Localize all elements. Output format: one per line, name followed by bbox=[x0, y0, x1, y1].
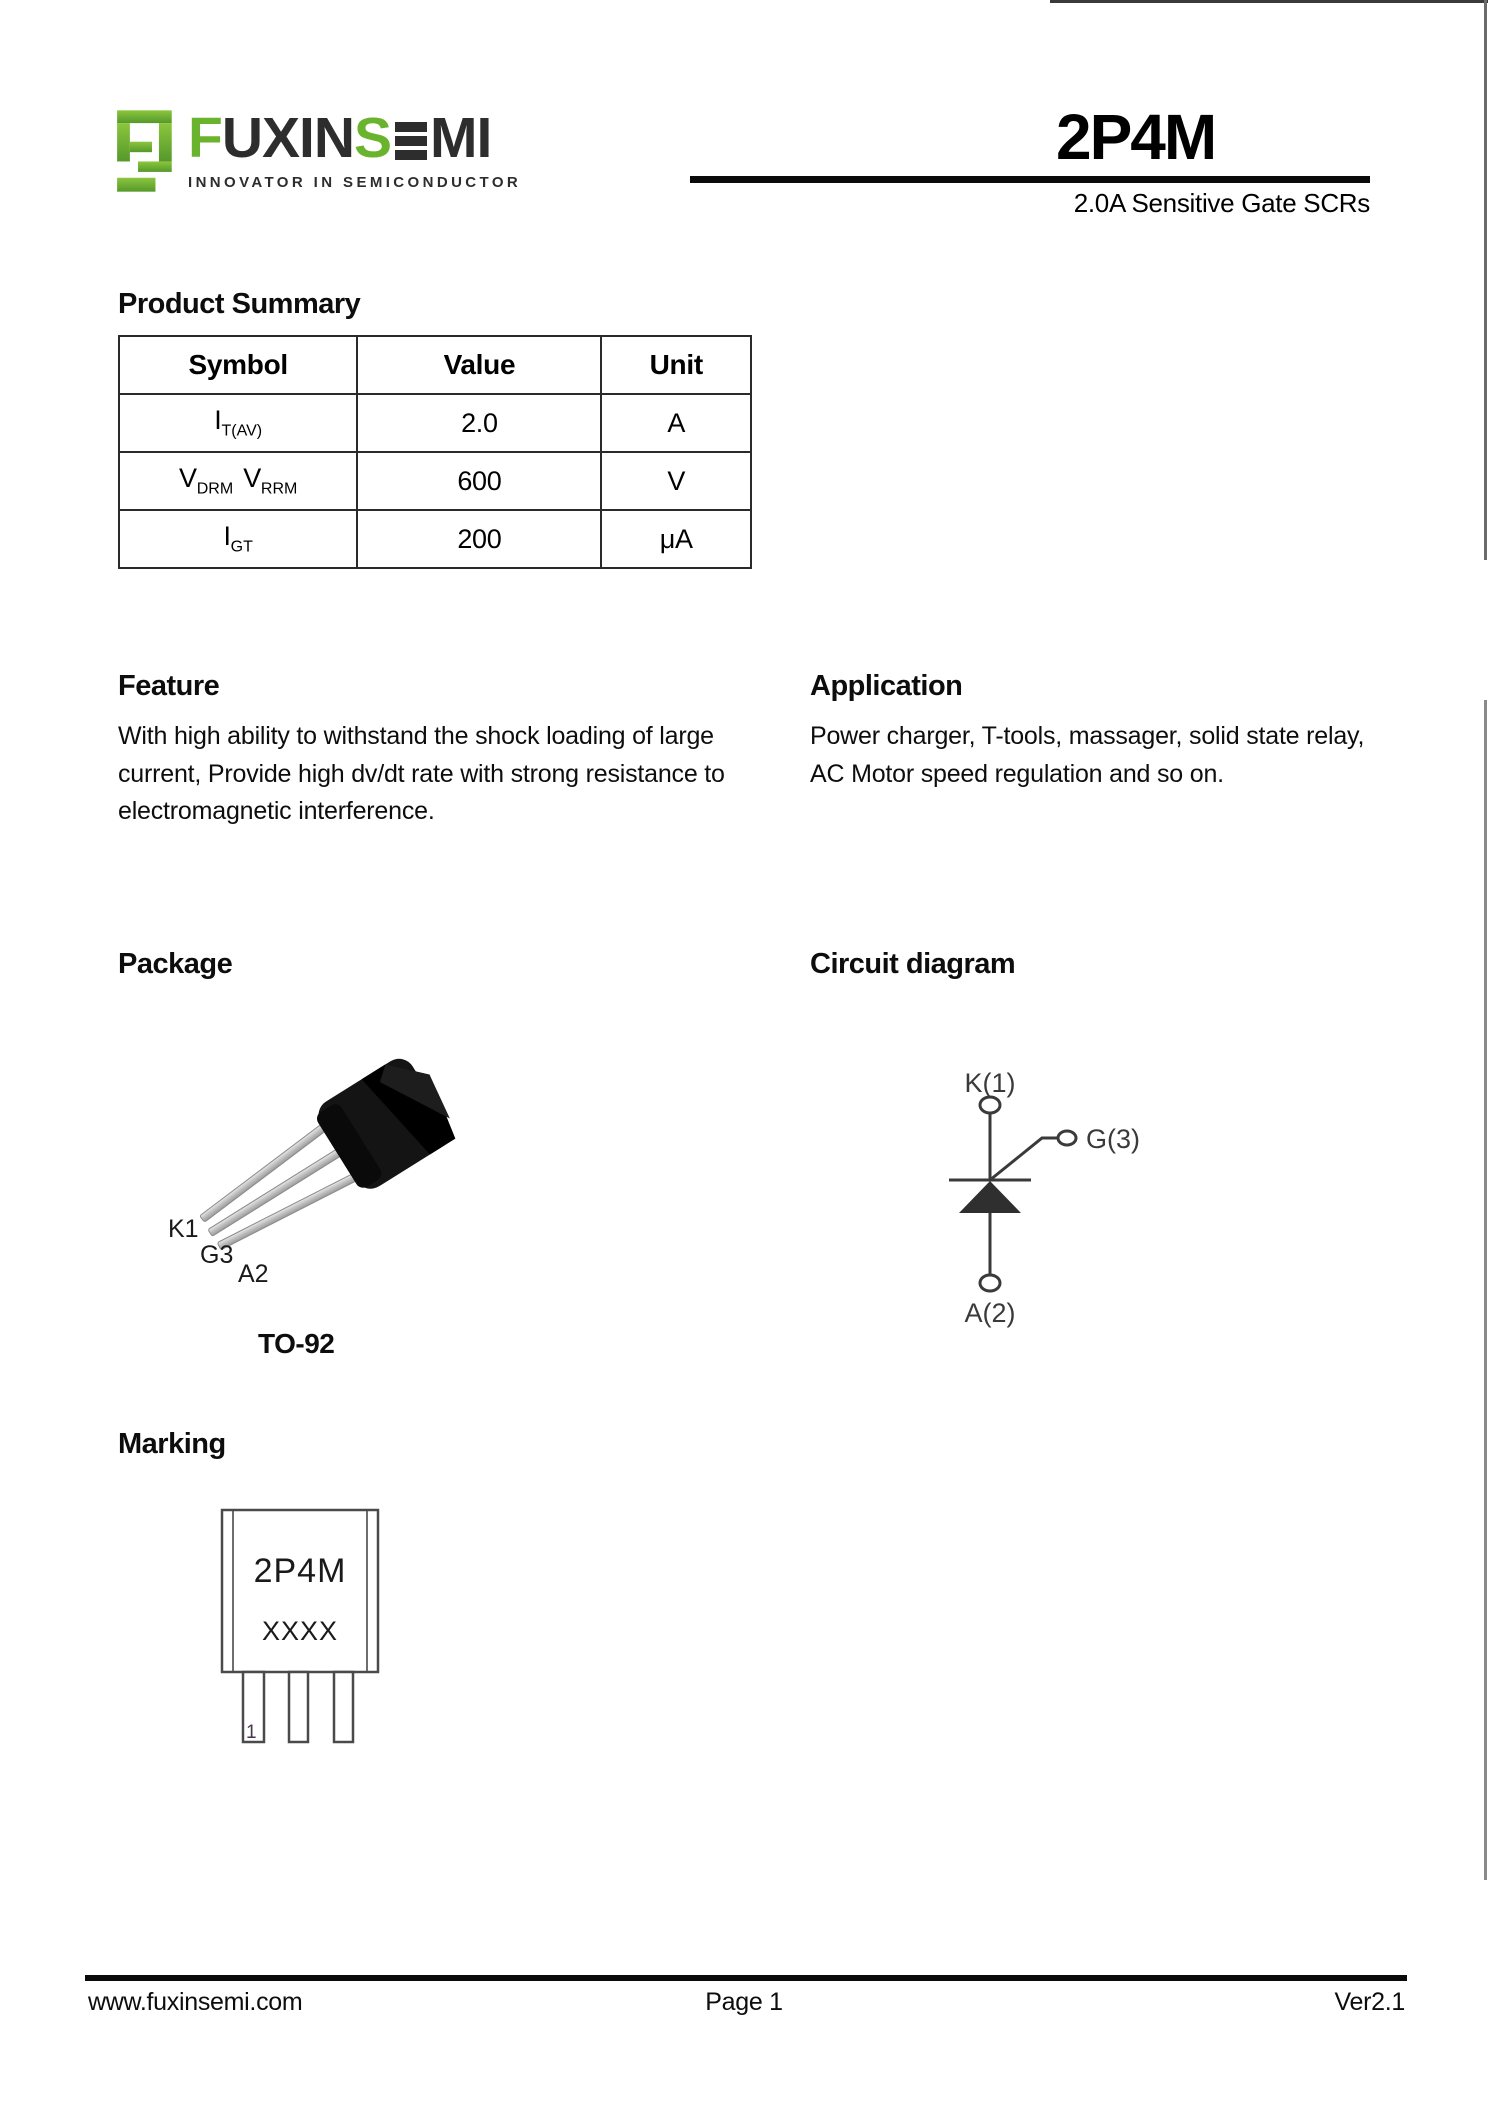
marking-lot-code: XXXX bbox=[261, 1616, 339, 1646]
gate-terminal bbox=[1058, 1131, 1076, 1145]
symbol-base: I bbox=[214, 405, 222, 436]
symbol-subscript: GT bbox=[230, 538, 253, 556]
stylized-e-icon bbox=[393, 118, 429, 162]
feature-text: With high ability to withstand the shock loading of large current, Provide high dv/dt rate with strong resistance to electromagnetic interference. bbox=[118, 722, 732, 825]
company-logo bbox=[112, 108, 521, 194]
scr-triangle bbox=[959, 1181, 1021, 1213]
application-heading: Application bbox=[810, 670, 963, 702]
footer-website[interactable]: www.fuxinsemi.com bbox=[88, 1988, 303, 2016]
circuit-pin-a-label: A(2) bbox=[964, 1298, 1016, 1328]
symbol-cell bbox=[119, 510, 357, 568]
part-number-title: 2P4M bbox=[1056, 101, 1216, 173]
cathode-terminal bbox=[980, 1097, 1000, 1113]
part-subtitle: 2.0A Sensitive Gate SCRs bbox=[1073, 188, 1370, 218]
circuit-diagram-heading: Circuit diagram bbox=[810, 948, 1016, 980]
scr-circuit-diagram bbox=[880, 1050, 1210, 1340]
application-text: Power charger, T-tools, massager, solid state relay, AC Motor speed regulation and so on. bbox=[810, 722, 1384, 788]
unit-cell: V bbox=[601, 452, 751, 510]
marking-part-number: 2P4M bbox=[253, 1552, 347, 1590]
unit-cell: A bbox=[601, 394, 751, 452]
circuit-pin-k-label: K(1) bbox=[964, 1068, 1016, 1098]
wordmark-s: S bbox=[354, 106, 392, 170]
marking-pin1-label: 1 bbox=[246, 1722, 257, 1743]
footer-version: Ver2.1 bbox=[1334, 1988, 1405, 2016]
symbol-subscript: DRM bbox=[196, 480, 234, 498]
footer-rule bbox=[85, 1975, 1407, 1981]
unit-cell: μA bbox=[601, 510, 751, 568]
package-body bbox=[311, 1047, 466, 1195]
table-header-row bbox=[119, 336, 751, 394]
symbol-base: V bbox=[179, 463, 197, 494]
table-row bbox=[119, 452, 751, 510]
product-summary-heading: Product Summary bbox=[118, 288, 361, 320]
wordmark-uxin: UXIN bbox=[221, 106, 355, 170]
fuxinsemi-logo-icon bbox=[112, 108, 178, 194]
table-row bbox=[119, 510, 751, 568]
col-header-value: Value bbox=[357, 336, 601, 394]
page-edge-right-lower bbox=[1484, 700, 1487, 1880]
to92-package-drawing bbox=[140, 1030, 490, 1320]
package-pin-k-label: K1 bbox=[168, 1215, 199, 1243]
page-edge-top bbox=[1050, 0, 1488, 3]
package-pin-a-label: A2 bbox=[238, 1260, 269, 1288]
value-cell: 2.0 bbox=[357, 394, 601, 452]
symbol-subscript: RRM bbox=[260, 480, 298, 498]
company-wordmark bbox=[188, 108, 521, 168]
header-rule bbox=[690, 176, 1370, 183]
value-cell: 200 bbox=[357, 510, 601, 568]
circuit-pin-g-label: G(3) bbox=[1086, 1124, 1140, 1154]
table-row bbox=[119, 394, 751, 452]
package-heading: Package bbox=[118, 948, 233, 980]
symbol-subscript: T(AV) bbox=[221, 422, 263, 440]
marking-heading: Marking bbox=[118, 1428, 226, 1460]
symbol-base: V bbox=[243, 463, 261, 494]
product-summary-table bbox=[118, 335, 752, 569]
marking-drawing bbox=[200, 1490, 410, 1760]
wordmark-mi: MI bbox=[430, 106, 492, 170]
value-cell: 600 bbox=[357, 452, 601, 510]
package-pin-g-label: G3 bbox=[200, 1241, 234, 1269]
anode-terminal bbox=[980, 1275, 1000, 1291]
col-header-unit: Unit bbox=[601, 336, 751, 394]
col-header-symbol: Symbol bbox=[119, 336, 357, 394]
company-tagline: INNOVATOR IN SEMICONDUCTOR bbox=[188, 174, 522, 191]
footer-page-number: Page 1 bbox=[705, 1988, 783, 2016]
symbol-cell bbox=[119, 394, 357, 452]
symbol-cell bbox=[119, 452, 357, 510]
wordmark-f: F bbox=[188, 106, 222, 170]
package-caption: TO-92 bbox=[258, 1328, 335, 1359]
symbol-base: I bbox=[223, 521, 231, 552]
feature-heading: Feature bbox=[118, 670, 220, 702]
page-edge-right-upper bbox=[1484, 0, 1487, 560]
